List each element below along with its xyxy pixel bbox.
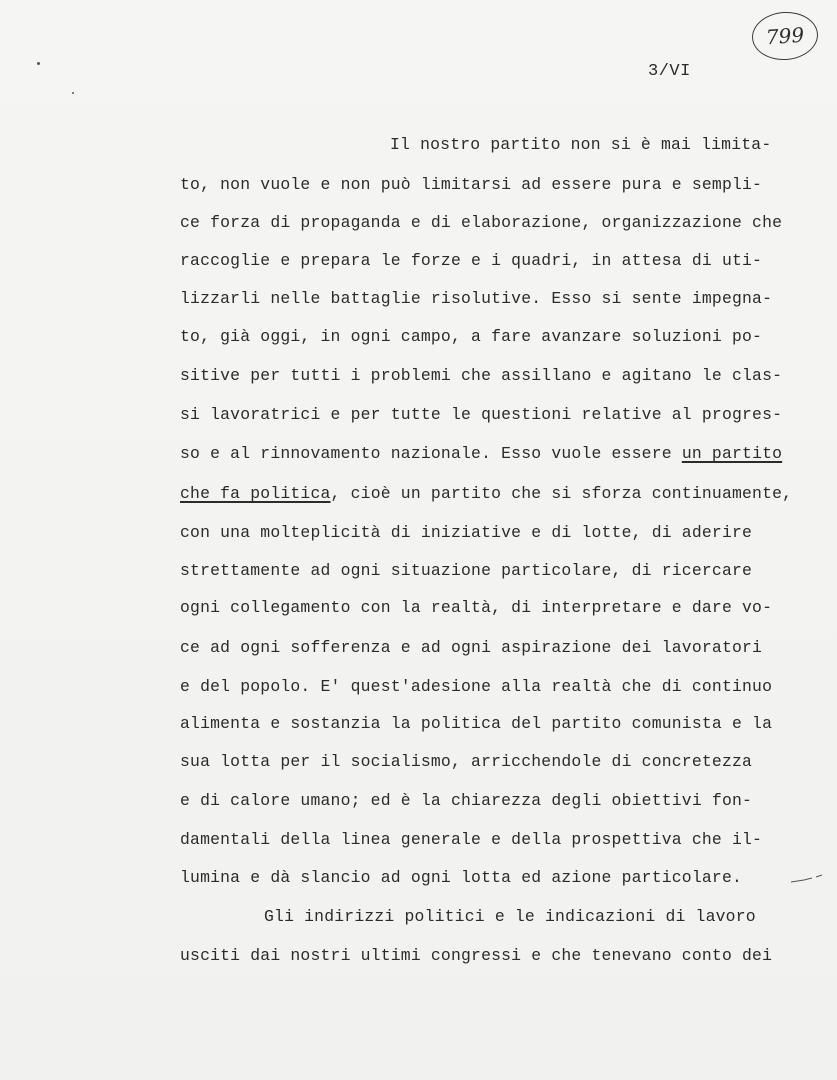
text-line: sua lotta per il socialismo, arricchendole di concretezza [180,752,753,771]
text-line: sitive per tutti i problemi che assillano e agitano le clas- [180,366,783,385]
text-line: con una molteplicità di iniziative e di lotte, di aderire [180,523,753,542]
text-line: to, già oggi, in ogni campo, a fare avanzare soluzioni po- [180,327,763,346]
text-line: ce forza di propaganda e di elaborazione, organizzazione che [180,213,783,232]
underlined-phrase: un partito [681,444,783,463]
text-line: damentali della linea generale e della prospettiva che il- [180,830,763,849]
text-line: strettamente ad ogni situazione particolare, di ricercare [180,561,753,580]
text-line: lumina e dà slancio ad ogni lotta ed azione particolare. [180,868,743,887]
text-line: si lavoratrici e per tutte le questioni relative al progres- [180,405,783,424]
text-line: alimenta e sostanzia la politica del partito comunista e la [180,714,773,733]
text-line: e del popolo. E' quest'adesione alla realtà che di continuo [180,677,773,696]
text-line [180,442,782,466]
archive-number-stamp: 799 [750,10,819,62]
text-line: usciti dai nostri ultimi congressi e che tenevano conto dei [180,946,773,965]
page-number: 3/VI [648,62,691,81]
paper-speck [72,92,74,94]
text-segment: so e al rinnovamento nazionale. Esso vuole essere [180,444,682,463]
margin-pencil-mark [790,874,824,884]
text-segment: , cioè un partito che si sforza continuamente, [330,484,793,503]
text-line: ce ad ogni sofferenza e ad ogni aspirazione dei lavoratori [180,638,763,657]
text-line: raccoglie e prepara le forze e i quadri, in attesa di uti- [180,251,763,270]
text-line: Il nostro partito non si è mai limita- [390,135,772,154]
text-line: ogni collegamento con la realtà, di interpretare e dare vo- [180,598,773,617]
paper-speck [37,62,40,65]
text-line: to, non vuole e non può limitarsi ad essere pura e sempli- [180,175,763,194]
text-line: e di calore umano; ed è la chiarezza degli obiettivi fon- [180,791,753,810]
text-line: lizzarli nelle battaglie risolutive. Esso si sente impegna- [180,289,773,308]
underlined-phrase: che fa politica [180,484,331,503]
text-line [180,482,792,506]
text-line: Gli indirizzi politici e le indicazioni di lavoro [264,907,756,926]
